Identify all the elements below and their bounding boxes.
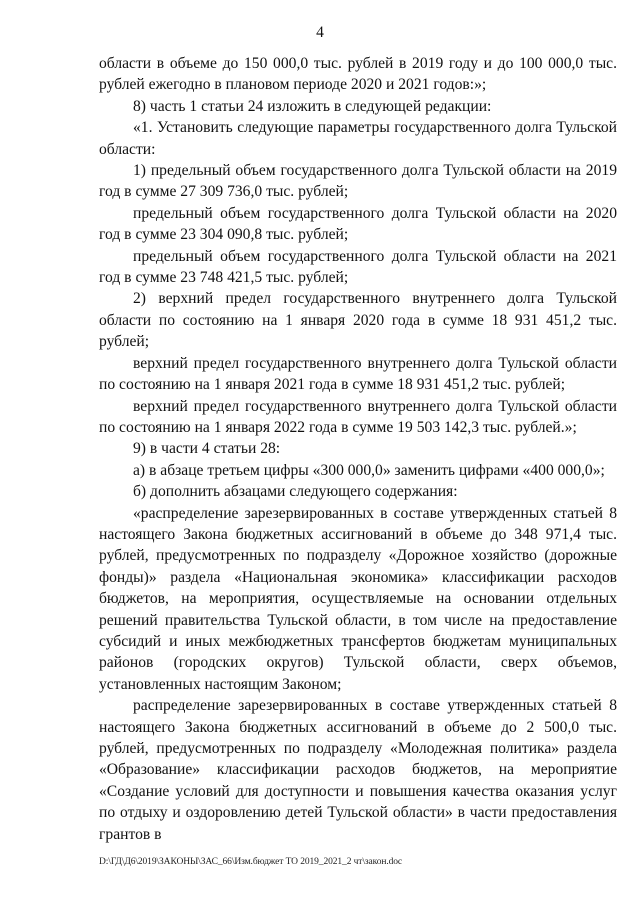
paragraph-8: верхний предел государственного внутреннего долга Тульской области по состоянию на 1 января 2022 года в сумме 19 503 142,3 тыс. рублей.»; <box>99 397 617 436</box>
paragraph-12: «распределение зарезервированных в составе утвержденных статьей 8 настоящего Закона бюджетных ассигнований в объеме до 348 971,4 тыс. рублей, предусмотренных по подразделу «Дорожное хозяйство (дорожные фонды)» раздела «Национальная экономика» классификации расходов бюджетов, на мероприятия, осуществляемые на основании отдельных решений правительства Тульской области, в том числе на предоставление субсидий и иных межбюджетных трансфертов бюджетам муниципальных районов (городских округов) Тульской области, сверх объемов, установленных настоящим Законом; <box>99 504 617 693</box>
page-number: 4 <box>316 24 324 41</box>
document-body <box>99 53 617 845</box>
paragraph-13: распределение зарезервированных в составе утвержденных статьей 8 настоящего Закона бюджетных ассигнований в объеме до 2 500,0 тыс. рублей, предусмотренных по подразделу «Молодежная политика» раздела «Образование» классификации расходов бюджетов, на мероприятие «Создание условий для доступности и повышения качества оказания услуг по отдыху и оздоровлению детей Тульской области» в части предоставления грантов в <box>99 697 617 843</box>
paragraph-3: 1) предельный объем государственного долга Тульской области на 2019 год в сумме 27 309 736,0 тыс. рублей; <box>99 162 617 201</box>
paragraph-9: 9) в части 4 статьи 28: <box>133 440 281 458</box>
footer-file-path: D:\ГД\Д6\2019\ЗАКОНЫ\ЗАС_66\Изм.бюджет ТО 2019_2021_2 чт\закон.doc <box>99 857 403 867</box>
paragraph-4: предельный объем государственного долга Тульской области на 2020 год в сумме 23 304 090,8 тыс. рублей; <box>99 204 617 244</box>
paragraph-0: области в объеме до 150 000,0 тыс. рублей в 2019 году и до 100 000,0 тыс. рублей ежегодно в плановом периоде 2020 и 2021 годов:»; <box>99 55 617 94</box>
paragraph-10: а) в абзаце третьем цифры «300 000,0» заменить цифрами «400 000,0»; <box>133 461 605 479</box>
paragraph-5: предельный объем государственного долга Тульской области на 2021 год в сумме 23 748 421,5 тыс. рублей; <box>99 247 617 287</box>
paragraph-1: 8) часть 1 статьи 24 изложить в следующей редакции: <box>133 97 492 115</box>
paragraph-6: 2) верхний предел государственного внутреннего долга Тульской области по состоянию на 1 января 2020 года в сумме 18 931 451,2 тыс. рублей; <box>99 290 617 351</box>
paragraph-11: б) дополнить абзацами следующего содержания: <box>133 483 458 501</box>
paragraph-2: «1. Установить следующие параметры государственного долга Тульской области: <box>99 119 617 158</box>
paragraph-7: верхний предел государственного внутреннего долга Тульской области по состоянию на 1 января 2021 года в сумме 18 931 451,2 тыс. рублей; <box>99 354 617 394</box>
